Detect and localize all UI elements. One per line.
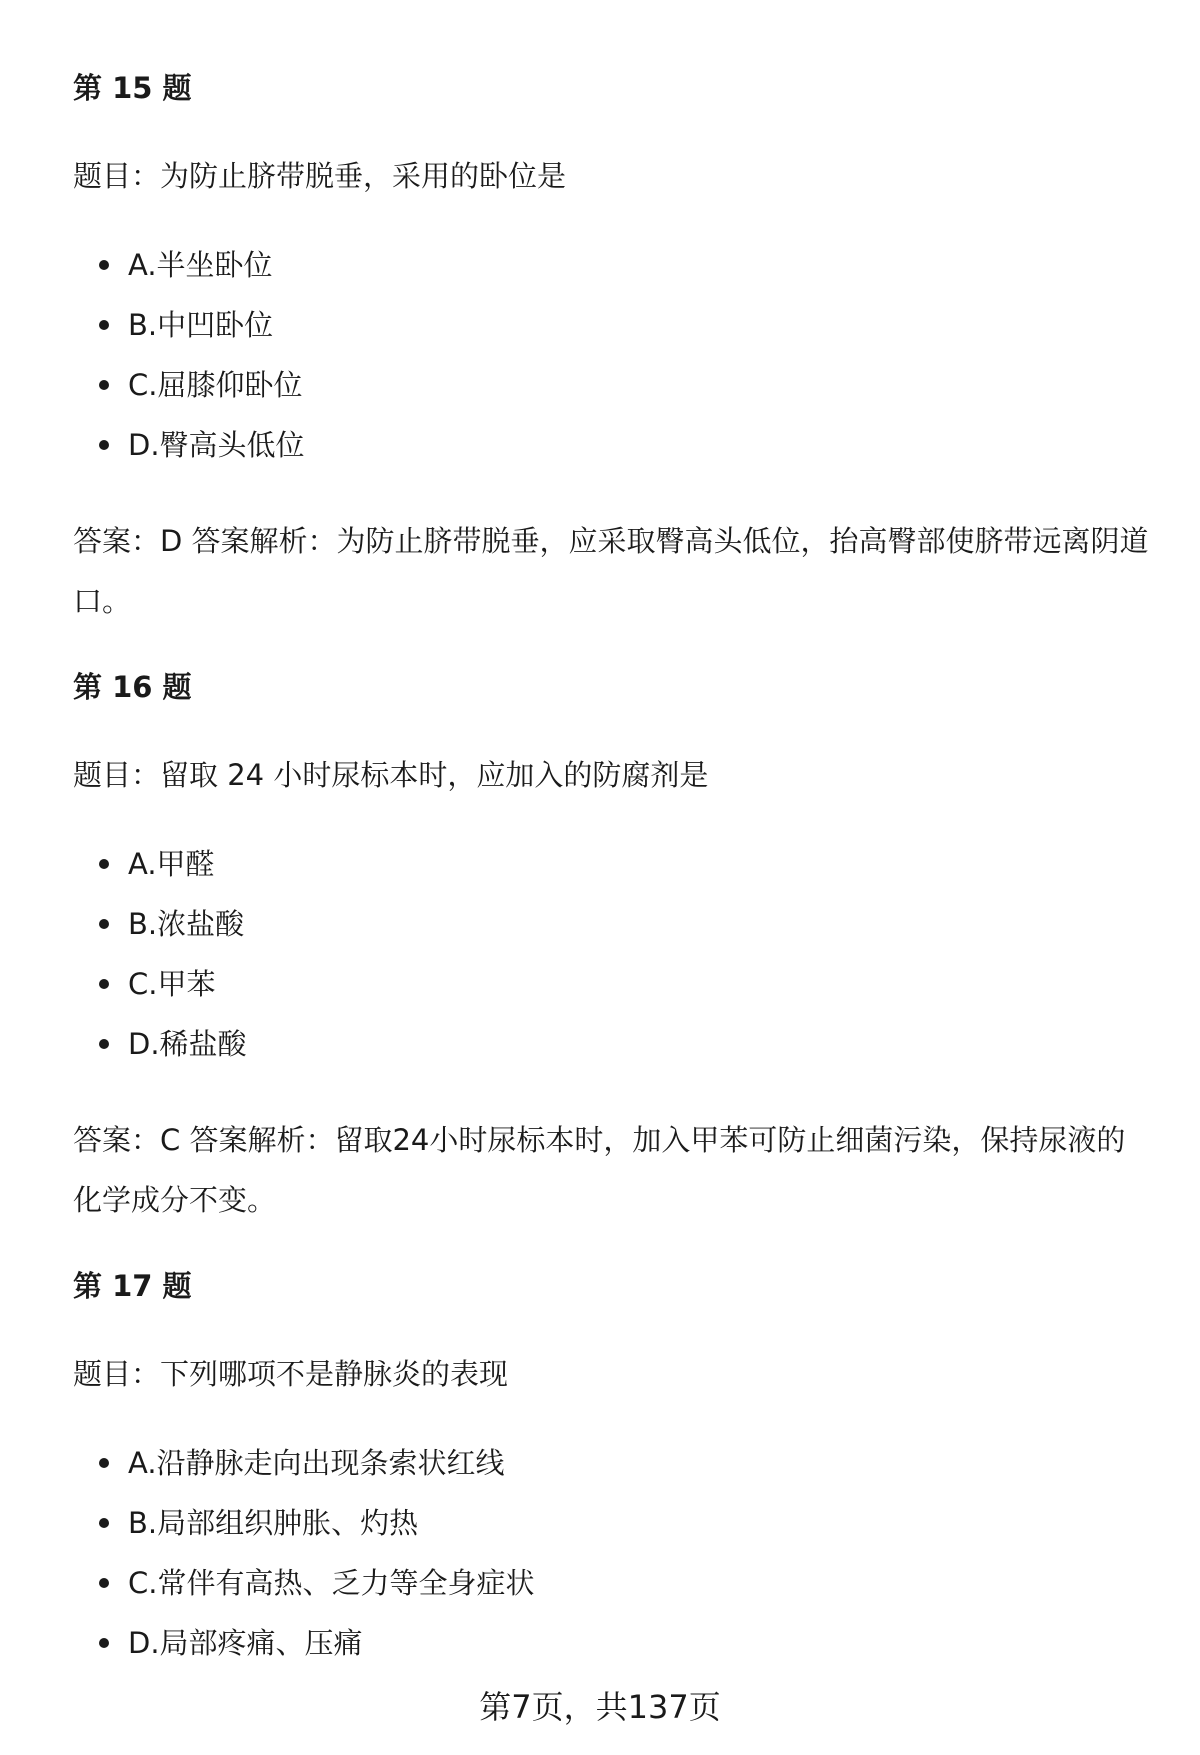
option-list (73, 1443, 1153, 1663)
option-item (73, 305, 1153, 345)
question-title: 第 16 题 (73, 670, 192, 704)
option-text: D.臀高头低位 (128, 428, 305, 462)
bullet-icon (99, 380, 109, 390)
bullet-icon (99, 1518, 109, 1528)
document-page (73, 68, 1153, 1663)
option-text: D.稀盐酸 (128, 1027, 247, 1061)
option-list (73, 245, 1153, 465)
question-title: 第 17 题 (73, 1269, 192, 1303)
option-item (73, 844, 1153, 884)
option-text: A.甲醛 (128, 847, 215, 881)
question-15 (73, 68, 1153, 631)
option-text: B.中凹卧位 (128, 308, 274, 342)
option-item (73, 964, 1153, 1004)
option-item (73, 904, 1153, 944)
option-text: A.半坐卧位 (128, 248, 273, 282)
bullet-icon (99, 1638, 109, 1648)
option-item (73, 1623, 1153, 1663)
option-text: C.甲苯 (128, 967, 216, 1001)
page-footer: 第7页，共137页 (479, 1688, 721, 1726)
question-stem: 题目：为防止脐带脱垂，采用的卧位是 (73, 159, 567, 193)
question-title: 第 15 题 (73, 71, 192, 105)
option-text: C.常伴有高热、乏力等全身症状 (128, 1566, 535, 1600)
option-text: C.屈膝仰卧位 (128, 368, 303, 402)
option-item (73, 425, 1153, 465)
question-stem: 题目：留取 24 小时尿标本时，应加入的防腐剂是 (73, 758, 709, 792)
bullet-icon (99, 1458, 109, 1468)
option-text: B.浓盐酸 (128, 907, 245, 941)
bullet-icon (99, 1039, 109, 1049)
bullet-icon (99, 859, 109, 869)
option-text: A.沿静脉走向出现条索状红线 (128, 1446, 505, 1480)
bullet-icon (99, 919, 109, 929)
bullet-icon (99, 440, 109, 450)
option-text: B.局部组织肿胀、灼热 (128, 1506, 419, 1540)
bullet-icon (99, 320, 109, 330)
option-item (73, 1503, 1153, 1543)
bullet-icon (99, 260, 109, 270)
bullet-icon (99, 979, 109, 989)
option-list (73, 844, 1153, 1064)
option-item (73, 1443, 1153, 1483)
answer-explanation: 答案：D 答案解析：为防止脐带脱垂，应采取臀高头低位，抬高臀部使脐带远离阴道口。 (73, 524, 1149, 618)
option-text: D.局部疼痛、压痛 (128, 1626, 363, 1660)
option-item (73, 1024, 1153, 1064)
option-item (73, 1563, 1153, 1603)
answer-explanation: 答案：C 答案解析：留取24小时尿标本时，加入甲苯可防止细菌污染，保持尿液的化学成分不变。 (73, 1123, 1126, 1217)
bullet-icon (99, 1578, 109, 1588)
question-17 (73, 1266, 1153, 1663)
question-stem: 题目：下列哪项不是静脉炎的表现 (73, 1357, 509, 1391)
option-item (73, 365, 1153, 405)
option-item (73, 245, 1153, 285)
question-16 (73, 667, 1153, 1230)
